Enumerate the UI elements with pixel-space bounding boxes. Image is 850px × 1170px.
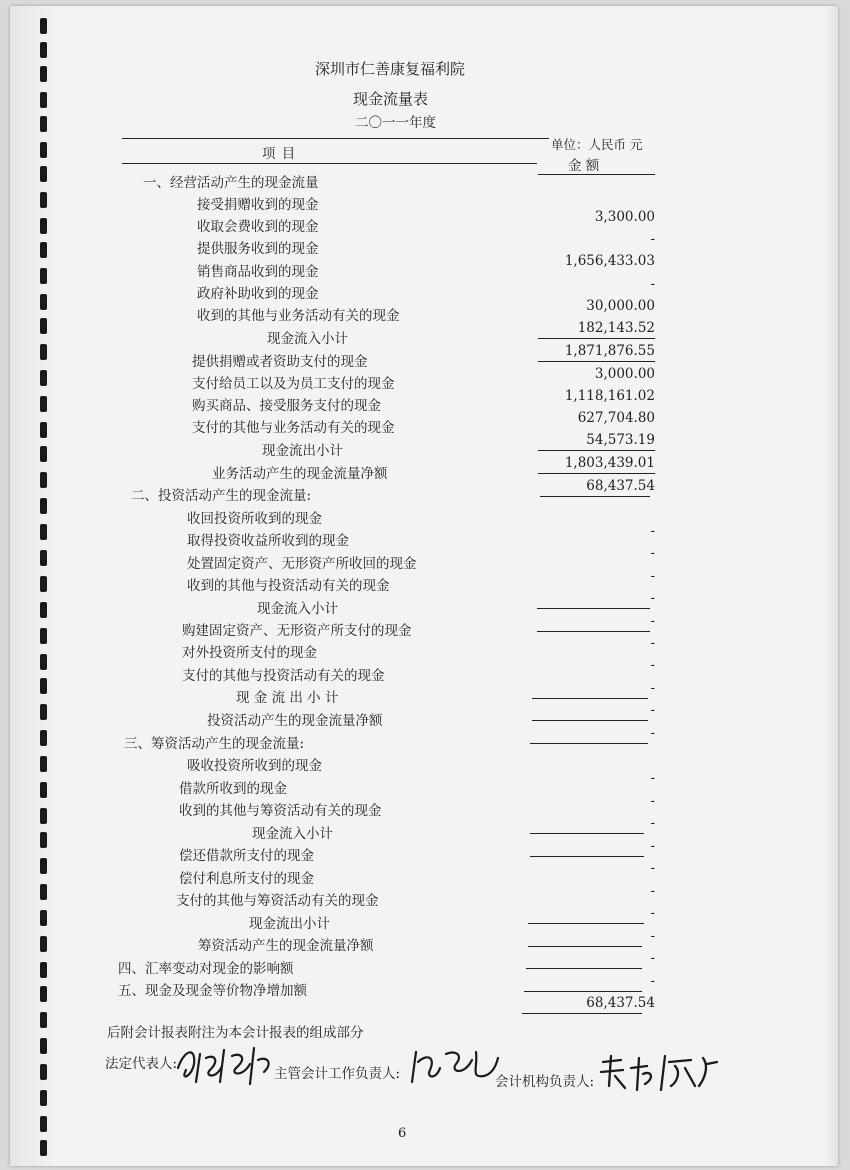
binding-hole bbox=[40, 1090, 47, 1106]
subtotal-rule bbox=[538, 473, 655, 474]
binding-hole bbox=[40, 730, 47, 746]
row-amount: - bbox=[650, 613, 655, 629]
accounting-head-label: 主管会计工作负责人: bbox=[274, 1066, 401, 1082]
binding-hole bbox=[40, 218, 47, 234]
row-amount: 627,704.80 bbox=[577, 410, 655, 426]
binding-hole bbox=[40, 472, 47, 488]
binding-hole bbox=[40, 1140, 47, 1156]
row-amount: - bbox=[650, 860, 655, 876]
footnote: 后附会计报表附注为本会计报表的组成部分 bbox=[107, 1025, 364, 1041]
binding-hole bbox=[40, 756, 47, 772]
row-label: 现金流入小计 bbox=[252, 826, 333, 842]
row-label: 收回投资所收到的现金 bbox=[187, 511, 322, 527]
row-amount: 3,000.00 bbox=[594, 366, 655, 382]
binding-hole bbox=[40, 192, 47, 208]
binding-edge bbox=[10, 6, 58, 1166]
fiscal-year: 二〇一一年度 bbox=[355, 115, 436, 131]
row-label: 投资活动产生的现金流量净额 bbox=[207, 713, 383, 729]
column-header-item: 项 目 bbox=[262, 146, 296, 162]
row-label: 购建固定资产、无形资产所支付的现金 bbox=[182, 623, 412, 639]
row-label: 支付的其他与投资活动有关的现金 bbox=[182, 668, 385, 684]
document-title: 现金流量表 bbox=[353, 90, 429, 108]
binding-hole bbox=[40, 986, 47, 1002]
row-amount: - bbox=[650, 702, 655, 718]
subtotal-rule bbox=[537, 631, 650, 632]
row-label: 收到的其他与投资活动有关的现金 bbox=[187, 578, 390, 594]
binding-hole bbox=[40, 344, 47, 360]
row-label: 收到的其他与筹资活动有关的现金 bbox=[179, 803, 382, 819]
row-label: 现金流出小计 bbox=[262, 443, 343, 459]
currency-unit: 单位：人民币 元 bbox=[551, 137, 643, 152]
binding-hole bbox=[40, 1038, 47, 1054]
subtotal-rule bbox=[537, 608, 650, 609]
binding-hole bbox=[40, 602, 47, 618]
binding-hole bbox=[40, 1064, 47, 1080]
binding-hole bbox=[40, 498, 47, 514]
subtotal-rule bbox=[538, 338, 655, 339]
row-label: 对外投资所支付的现金 bbox=[182, 645, 317, 661]
row-amount: 68,437.54 bbox=[586, 995, 655, 1011]
row-amount: 1,656,433.03 bbox=[564, 253, 655, 269]
binding-hole bbox=[40, 910, 47, 926]
subtotal-rule bbox=[528, 923, 644, 924]
row-label: 现金流入小计 bbox=[267, 331, 348, 347]
column-header-amount: 金 额 bbox=[568, 158, 600, 174]
binding-hole bbox=[40, 294, 47, 310]
row-label: 五、现金及现金等价物净增加额 bbox=[118, 983, 307, 999]
row-amount: - bbox=[650, 276, 655, 292]
row-amount: - bbox=[650, 928, 655, 944]
row-amount: 1,803,439.01 bbox=[564, 455, 655, 471]
binding-hole bbox=[40, 18, 47, 34]
binding-hole bbox=[40, 628, 47, 644]
row-amount: 1,871,876.55 bbox=[564, 343, 655, 359]
row-label: 收到的其他与业务活动有关的现金 bbox=[197, 308, 400, 324]
binding-hole bbox=[40, 858, 47, 874]
subtotal-rule bbox=[532, 698, 648, 699]
row-amount: - bbox=[650, 793, 655, 809]
binding-hole bbox=[40, 782, 47, 798]
binding-hole bbox=[40, 396, 47, 412]
header-rule bbox=[122, 138, 549, 139]
page-edge-shadow bbox=[824, 6, 838, 1166]
row-amount: - bbox=[650, 973, 655, 989]
row-amount: - bbox=[650, 231, 655, 247]
subtotal-rule bbox=[526, 968, 642, 969]
row-amount: - bbox=[650, 838, 655, 854]
subtotal-rule bbox=[530, 743, 648, 744]
row-amount: - bbox=[650, 545, 655, 561]
binding-hole bbox=[40, 884, 47, 900]
binding-hole bbox=[40, 654, 47, 670]
binding-hole bbox=[40, 678, 47, 694]
page-number: 6 bbox=[398, 1126, 407, 1141]
row-amount: - bbox=[650, 523, 655, 539]
accounting-org-head-label: 会计机构负责人: bbox=[495, 1074, 595, 1090]
row-label: 支付的其他与筹资活动有关的现金 bbox=[176, 893, 379, 909]
row-amount: - bbox=[650, 950, 655, 966]
row-label: 吸收投资所收到的现金 bbox=[187, 758, 322, 774]
amount-header-rule bbox=[538, 174, 655, 175]
row-label: 偿付利息所支付的现金 bbox=[179, 871, 314, 887]
binding-hole bbox=[40, 166, 47, 182]
row-amount: 3,300.00 bbox=[594, 209, 655, 225]
row-label: 提供捐赠或者资助支付的现金 bbox=[192, 354, 368, 370]
binding-hole bbox=[40, 1012, 47, 1028]
binding-hole bbox=[40, 962, 47, 978]
binding-hole bbox=[40, 422, 47, 438]
row-amount: - bbox=[650, 815, 655, 831]
subtotal-rule bbox=[530, 833, 644, 834]
row-label: 一、经营活动产生的现金流量 bbox=[143, 175, 319, 191]
row-amount: - bbox=[650, 657, 655, 673]
row-label: 收取会费收到的现金 bbox=[197, 219, 319, 235]
binding-hole bbox=[40, 704, 47, 720]
row-label: 处置固定资产、无形资产所收回的现金 bbox=[187, 556, 417, 572]
binding-hole bbox=[40, 92, 47, 108]
binding-hole bbox=[40, 42, 47, 58]
row-label: 偿还借款所支付的现金 bbox=[179, 848, 314, 864]
row-amount: 68,437.54 bbox=[586, 478, 655, 494]
binding-hole bbox=[40, 268, 47, 284]
binding-hole bbox=[40, 318, 47, 334]
row-label: 销售商品收到的现金 bbox=[197, 264, 319, 280]
subtotal-rule bbox=[532, 720, 648, 721]
row-amount: - bbox=[650, 770, 655, 786]
row-label: 支付给员工以及为员工支付的现金 bbox=[192, 376, 395, 392]
row-amount: - bbox=[650, 635, 655, 651]
binding-hole bbox=[40, 116, 47, 132]
binding-hole bbox=[40, 550, 47, 566]
accounting-org-head-signature bbox=[595, 1046, 725, 1096]
legal-representative-signature bbox=[170, 1036, 285, 1091]
binding-hole bbox=[40, 1116, 47, 1132]
subtotal-rule bbox=[540, 496, 650, 497]
binding-hole bbox=[40, 576, 47, 592]
row-label: 提供服务收到的现金 bbox=[197, 241, 319, 257]
binding-hole bbox=[40, 370, 47, 386]
subtotal-rule bbox=[530, 856, 644, 857]
legal-representative-label: 法定代表人: bbox=[105, 1056, 178, 1072]
binding-hole bbox=[40, 446, 47, 462]
row-amount: 30,000.00 bbox=[586, 298, 655, 314]
row-amount: 182,143.52 bbox=[577, 320, 655, 336]
row-label: 政府补助收到的现金 bbox=[197, 286, 319, 302]
row-label: 四、汇率变动对现金的影响额 bbox=[118, 961, 294, 977]
subtotal-rule bbox=[538, 450, 655, 451]
subtotal-rule bbox=[524, 991, 642, 992]
row-amount: 54,573.19 bbox=[586, 432, 655, 448]
binding-hole bbox=[40, 142, 47, 158]
row-amount: - bbox=[650, 905, 655, 921]
row-amount: - bbox=[650, 883, 655, 899]
row-label: 二、投资活动产生的现金流量: bbox=[131, 488, 312, 504]
row-label: 接受捐赠收到的现金 bbox=[197, 197, 319, 213]
binding-hole bbox=[40, 242, 47, 258]
organization-name: 深圳市仁善康复福利院 bbox=[315, 60, 466, 78]
row-label: 现 金 流 出 小 计 bbox=[236, 690, 339, 706]
row-label: 购买商品、接受服务支付的现金 bbox=[192, 398, 381, 414]
subtotal-rule bbox=[538, 361, 655, 362]
row-amount: - bbox=[650, 680, 655, 696]
row-label: 筹资活动产生的现金流量净额 bbox=[198, 938, 374, 954]
row-amount: 1,118,161.02 bbox=[564, 388, 655, 404]
row-amount: - bbox=[650, 568, 655, 584]
document-page bbox=[10, 6, 838, 1166]
row-amount: - bbox=[650, 590, 655, 606]
row-label: 现金流出小计 bbox=[249, 916, 330, 932]
row-label: 支付的其他与业务活动有关的现金 bbox=[192, 420, 395, 436]
accounting-head-signature bbox=[406, 1038, 506, 1093]
binding-hole bbox=[40, 936, 47, 952]
binding-hole bbox=[40, 66, 47, 82]
row-amount: - bbox=[650, 725, 655, 741]
row-label: 业务活动产生的现金流量净额 bbox=[212, 466, 388, 482]
binding-hole bbox=[40, 808, 47, 824]
row-label: 借款所收到的现金 bbox=[179, 781, 287, 797]
row-label: 取得投资收益所收到的现金 bbox=[187, 533, 349, 549]
row-label: 三、筹资活动产生的现金流量: bbox=[124, 736, 305, 752]
binding-hole bbox=[40, 524, 47, 540]
subtotal-rule bbox=[522, 1013, 642, 1014]
binding-hole bbox=[40, 832, 47, 848]
row-label: 现金流入小计 bbox=[257, 601, 338, 617]
header-rule-bottom bbox=[122, 163, 537, 164]
subtotal-rule bbox=[528, 946, 642, 947]
